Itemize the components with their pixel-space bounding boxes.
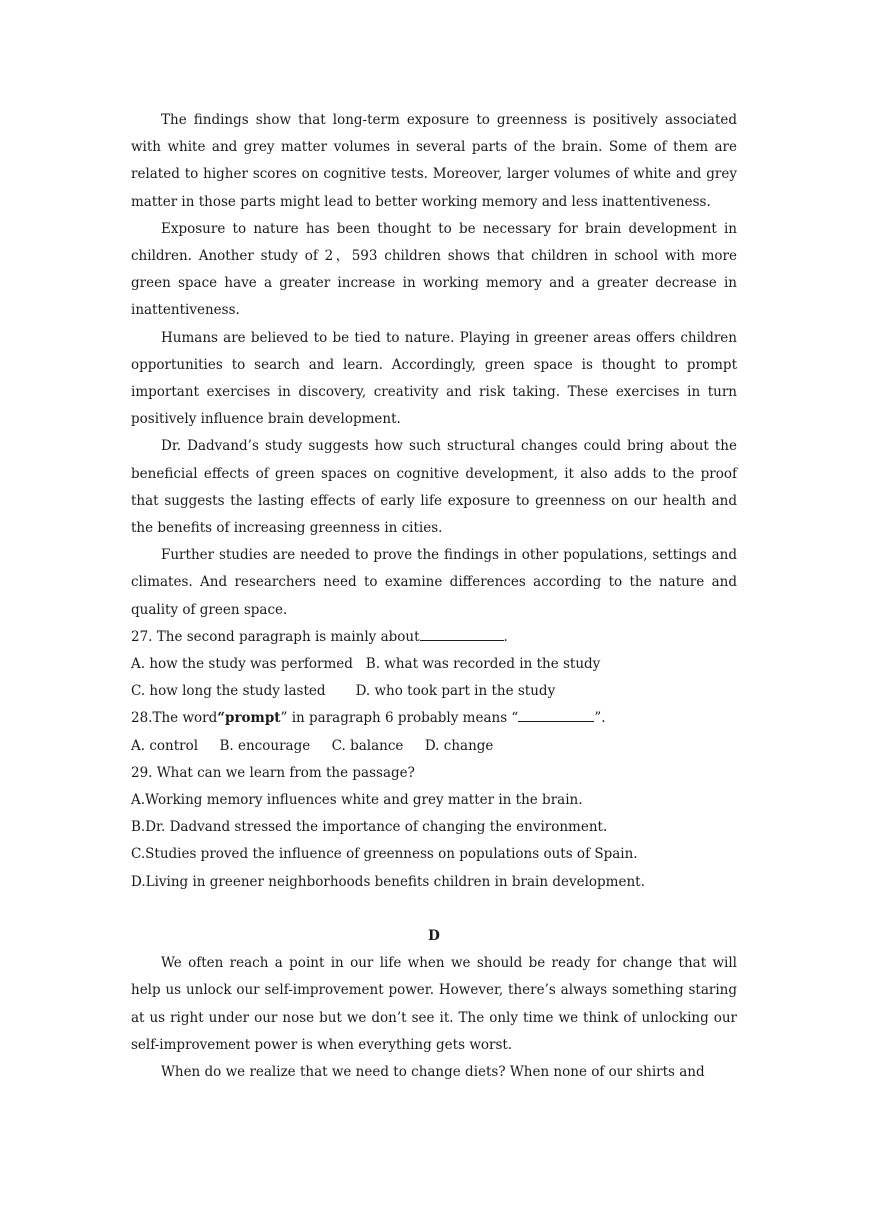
question-27 <box>131 624 737 651</box>
answer-blank <box>518 706 594 722</box>
close-quote: ” <box>280 710 288 727</box>
option-line: D.Living in greener neighborhoods benefits children in brain development. <box>131 873 645 890</box>
option-line: A. control B. encourage C. balance D. change <box>131 737 494 754</box>
option-line: C. how long the study lasted D. who took part in the study <box>131 683 556 700</box>
paragraph: When do we realize that we need to change diets? When none of our shirts and <box>161 1063 705 1080</box>
document-page <box>131 107 737 1086</box>
question-28 <box>131 705 737 732</box>
question-29: 29. What can we learn from the passage? <box>131 764 415 781</box>
paragraph: Dr. Dadvand’s study suggests how such structural changes could bring about the beneficial effects of green spaces on cognitive development, it also adds to the proof that suggests the lasting effects of early life exposure to greenness on our health and the benefits of increasing greenness in cities. <box>131 438 737 537</box>
question-stem-mid: in paragraph 6 probably means “ <box>287 710 519 727</box>
paragraph: The findings show that long-term exposure to greenness is positively associated with white and grey matter volumes in several parts of the brain. Some of them are related to higher scores on cognitive tests. Moreover, larger volumes of white and grey matter in those parts might lead to better working memory and less inattentiveness. <box>131 112 737 210</box>
question-end: ”. <box>594 710 606 727</box>
option-line: C.Studies proved the influence of greenness on populations outs of Spain. <box>131 846 638 863</box>
question-stem: 28.The word <box>131 710 218 727</box>
paragraph: Further studies are needed to prove the findings in other populations, settings and climates. And researchers need to examine differences according to the nature and quality of green space. <box>131 547 737 618</box>
open-quote: “ <box>217 710 225 727</box>
question-stem: 27. The second paragraph is mainly about <box>131 628 420 645</box>
question-end: . <box>503 628 508 645</box>
paragraph: Exposure to nature has been thought to be necessary for brain development in children. Another study of 2，593 children shows that children in school with more green space have a greater increase in working memory and a greater decrease in inattentiveness. <box>131 220 737 319</box>
option-line: A.Working memory influences white and grey matter in the brain. <box>131 792 583 809</box>
target-word: prompt <box>225 710 281 727</box>
option-line: A. how the study was performed B. what was recorded in the study <box>131 656 601 673</box>
section-heading: D <box>428 927 440 944</box>
paragraph: Humans are believed to be tied to nature. Playing in greener areas offers children opportunities to search and learn. Accordingly, green space is thought to prompt important exercises in discovery, creativity and risk taking. These exercises in turn positively influence brain development. <box>131 329 737 428</box>
option-line: B.Dr. Dadvand stressed the importance of changing the environment. <box>131 819 608 836</box>
answer-blank <box>420 625 504 641</box>
paragraph: We often reach a point in our life when we should be ready for change that will help us unlock our self-improvement power. However, there’s always something staring at us right under our nose but we don’t see it. The only time we think of unlocking our self-improvement power is when everything gets worst. <box>131 955 737 1053</box>
